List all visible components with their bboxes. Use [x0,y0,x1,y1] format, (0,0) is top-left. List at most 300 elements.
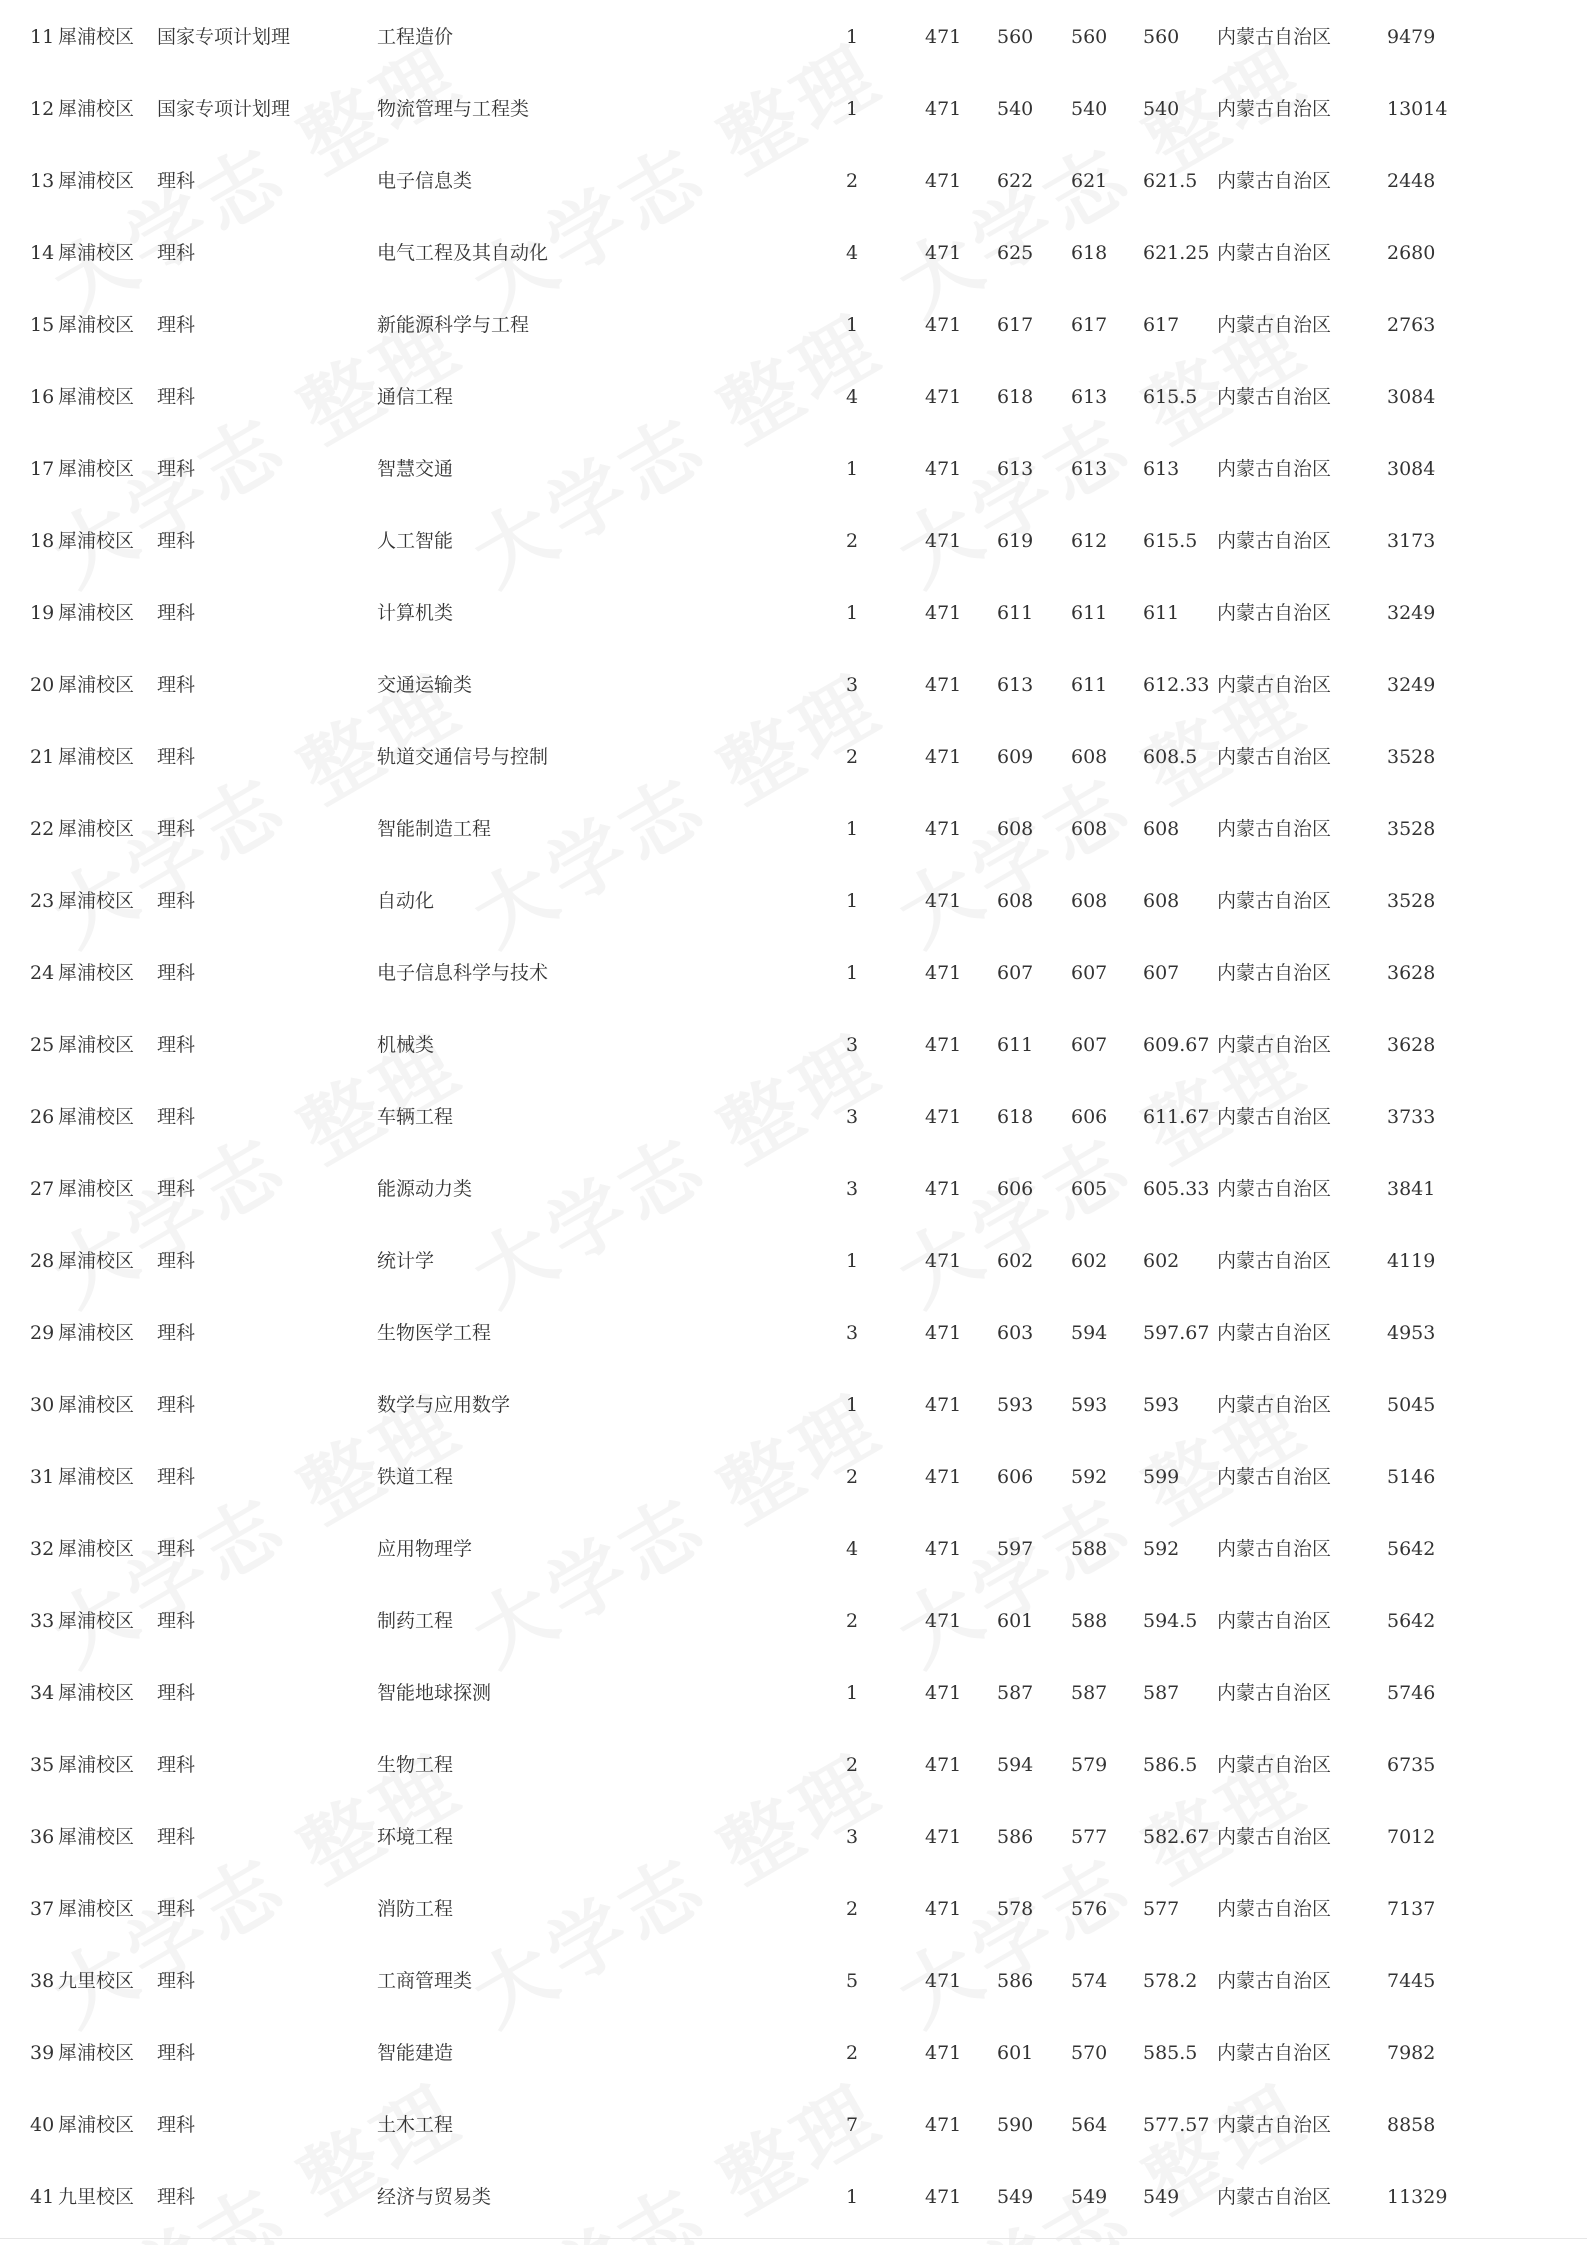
control-line-cell: 471 [925,98,962,120]
category-cell: 理科 [157,1754,196,1776]
control-line-cell: 471 [925,242,962,264]
province-cell: 内蒙古自治区 [1217,1538,1332,1560]
max-score-cell: 601 [997,1610,1034,1632]
max-score-cell: 607 [997,962,1034,984]
min-score-cell: 618 [1071,242,1108,264]
row-index: 12 [30,98,55,120]
category-cell: 理科 [157,1034,196,1056]
row-index: 11 [30,26,55,48]
min-rank-cell: 3084 [1387,458,1436,480]
avg-score-cell: 607 [1143,962,1180,984]
min-score-cell: 608 [1071,890,1108,912]
category-cell: 理科 [157,458,196,480]
major-cell: 电子信息类 [377,170,473,192]
row-index: 19 [30,602,55,624]
control-line-cell: 471 [925,1970,962,1992]
row-index: 13 [30,170,55,192]
province-cell: 内蒙古自治区 [1217,2042,1332,2064]
control-line-cell: 471 [925,386,962,408]
min-score-cell: 587 [1071,1682,1108,1704]
category-cell: 理科 [157,1538,196,1560]
min-rank-cell: 8858 [1387,2114,1436,2136]
min-rank-cell: 3084 [1387,386,1436,408]
table-row [0,1152,1587,1224]
category-cell: 理科 [157,1466,196,1488]
min-score-cell: 540 [1071,98,1108,120]
avg-score-cell: 615.5 [1143,530,1198,552]
table-row [0,1224,1587,1296]
enroll-count-cell: 2 [846,170,859,192]
row-index: 18 [30,530,55,552]
category-cell: 理科 [157,1682,196,1704]
category-cell: 理科 [157,602,196,624]
major-cell: 智能建造 [377,2042,454,2064]
campus-cell: 犀浦校区 [58,746,135,768]
avg-score-cell: 615.5 [1143,386,1198,408]
max-score-cell: 594 [997,1754,1034,1776]
province-cell: 内蒙古自治区 [1217,1826,1332,1848]
province-cell: 内蒙古自治区 [1217,1970,1332,1992]
min-score-cell: 608 [1071,746,1108,768]
enroll-count-cell: 2 [846,1754,859,1776]
campus-cell: 犀浦校区 [58,1250,135,1272]
table-row [0,1584,1587,1656]
major-cell: 生物工程 [377,1754,454,1776]
row-index: 29 [30,1322,55,1344]
enroll-count-cell: 1 [846,458,859,480]
control-line-cell: 471 [925,1250,962,1272]
category-cell: 理科 [157,1898,196,1920]
table-row [0,576,1587,648]
avg-score-cell: 540 [1143,98,1180,120]
max-score-cell: 587 [997,1682,1034,1704]
province-cell: 内蒙古自治区 [1217,170,1332,192]
avg-score-cell: 585.5 [1143,2042,1198,2064]
enroll-count-cell: 1 [846,890,859,912]
category-cell: 理科 [157,1610,196,1632]
max-score-cell: 617 [997,314,1034,336]
min-score-cell: 608 [1071,818,1108,840]
campus-cell: 犀浦校区 [58,458,135,480]
major-cell: 新能源科学与工程 [377,314,530,336]
enroll-count-cell: 1 [846,2186,859,2208]
enroll-count-cell: 2 [846,2042,859,2064]
avg-score-cell: 593 [1143,1394,1180,1416]
major-cell: 计算机类 [377,602,454,624]
control-line-cell: 471 [925,1178,962,1200]
min-rank-cell: 9479 [1387,26,1436,48]
min-score-cell: 564 [1071,2114,1108,2136]
min-rank-cell: 5146 [1387,1466,1436,1488]
row-index: 41 [30,2186,55,2208]
row-index: 39 [30,2042,55,2064]
campus-cell: 犀浦校区 [58,242,135,264]
enroll-count-cell: 1 [846,962,859,984]
category-cell: 理科 [157,1826,196,1848]
min-rank-cell: 6735 [1387,1754,1436,1776]
control-line-cell: 471 [925,1826,962,1848]
max-score-cell: 611 [997,1034,1034,1056]
avg-score-cell: 621.5 [1143,170,1198,192]
row-index: 17 [30,458,55,480]
control-line-cell: 471 [925,1394,962,1416]
row-index: 30 [30,1394,55,1416]
avg-score-cell: 594.5 [1143,1610,1198,1632]
table-row [0,1728,1587,1800]
table-row [0,2016,1587,2088]
table-bottom-border [0,2238,1587,2239]
min-score-cell: 613 [1071,458,1108,480]
avg-score-cell: 609.67 [1143,1034,1210,1056]
province-cell: 内蒙古自治区 [1217,602,1332,624]
min-rank-cell: 4953 [1387,1322,1436,1344]
table-row [0,1512,1587,1584]
category-cell: 理科 [157,242,196,264]
max-score-cell: 593 [997,1394,1034,1416]
min-rank-cell: 3249 [1387,674,1436,696]
min-score-cell: 592 [1071,1466,1108,1488]
row-index: 34 [30,1682,55,1704]
avg-score-cell: 611.67 [1143,1106,1210,1128]
min-score-cell: 613 [1071,386,1108,408]
category-cell: 理科 [157,962,196,984]
max-score-cell: 602 [997,1250,1034,1272]
category-cell: 理科 [157,674,196,696]
category-cell: 理科 [157,2186,196,2208]
control-line-cell: 471 [925,1106,962,1128]
province-cell: 内蒙古自治区 [1217,314,1332,336]
row-index: 14 [30,242,55,264]
table-row [0,504,1587,576]
avg-score-cell: 608.5 [1143,746,1198,768]
major-cell: 智慧交通 [377,458,454,480]
major-cell: 自动化 [377,890,435,912]
avg-score-cell: 578.2 [1143,1970,1198,1992]
min-score-cell: 607 [1071,1034,1108,1056]
max-score-cell: 613 [997,674,1034,696]
province-cell: 内蒙古自治区 [1217,962,1332,984]
campus-cell: 九里校区 [58,1970,135,1992]
campus-cell: 犀浦校区 [58,818,135,840]
max-score-cell: 613 [997,458,1034,480]
table-row [0,1008,1587,1080]
major-cell: 生物医学工程 [377,1322,492,1344]
min-score-cell: 612 [1071,530,1108,552]
campus-cell: 犀浦校区 [58,1106,135,1128]
min-rank-cell: 13014 [1387,98,1448,120]
category-cell: 理科 [157,314,196,336]
avg-score-cell: 587 [1143,1682,1180,1704]
major-cell: 智能地球探测 [377,1682,492,1704]
campus-cell: 犀浦校区 [58,2114,135,2136]
control-line-cell: 471 [925,314,962,336]
major-cell: 轨道交通信号与控制 [377,746,549,768]
campus-cell: 犀浦校区 [58,1754,135,1776]
campus-cell: 犀浦校区 [58,2042,135,2064]
row-index: 35 [30,1754,55,1776]
min-score-cell: 593 [1071,1394,1108,1416]
min-score-cell: 611 [1071,674,1108,696]
row-index: 26 [30,1106,55,1128]
enroll-count-cell: 4 [846,242,859,264]
table-row [0,2160,1587,2232]
min-score-cell: 611 [1071,602,1108,624]
min-rank-cell: 7012 [1387,1826,1436,1848]
enroll-count-cell: 1 [846,1394,859,1416]
campus-cell: 犀浦校区 [58,1034,135,1056]
min-rank-cell: 3173 [1387,530,1436,552]
min-rank-cell: 7137 [1387,1898,1436,1920]
campus-cell: 犀浦校区 [58,1538,135,1560]
min-rank-cell: 3528 [1387,890,1436,912]
major-cell: 应用物理学 [377,1538,473,1560]
table-row [0,1440,1587,1512]
major-cell: 物流管理与工程类 [377,98,530,120]
min-score-cell: 560 [1071,26,1108,48]
enroll-count-cell: 4 [846,1538,859,1560]
control-line-cell: 471 [925,170,962,192]
max-score-cell: 578 [997,1898,1034,1920]
category-cell: 国家专项计划理 [157,26,291,48]
control-line-cell: 471 [925,1034,962,1056]
avg-score-cell: 605.33 [1143,1178,1210,1200]
category-cell: 理科 [157,890,196,912]
row-index: 23 [30,890,55,912]
row-index: 36 [30,1826,55,1848]
row-index: 27 [30,1178,55,1200]
enroll-count-cell: 2 [846,1466,859,1488]
campus-cell: 犀浦校区 [58,386,135,408]
major-cell: 数学与应用数学 [377,1394,511,1416]
min-rank-cell: 5642 [1387,1538,1436,1560]
min-rank-cell: 3249 [1387,602,1436,624]
min-score-cell: 594 [1071,1322,1108,1344]
min-score-cell: 607 [1071,962,1108,984]
table-row [0,0,1587,72]
province-cell: 内蒙古自治区 [1217,674,1332,696]
province-cell: 内蒙古自治区 [1217,1250,1332,1272]
campus-cell: 犀浦校区 [58,602,135,624]
max-score-cell: 586 [997,1826,1034,1848]
avg-score-cell: 613 [1143,458,1180,480]
major-cell: 经济与贸易类 [377,2186,492,2208]
table-row [0,1944,1587,2016]
enroll-count-cell: 2 [846,530,859,552]
campus-cell: 犀浦校区 [58,314,135,336]
row-index: 28 [30,1250,55,1272]
category-cell: 理科 [157,746,196,768]
major-cell: 统计学 [377,1250,435,1272]
table-row [0,720,1587,792]
control-line-cell: 471 [925,962,962,984]
avg-score-cell: 582.67 [1143,1826,1210,1848]
enroll-count-cell: 3 [846,1034,859,1056]
avg-score-cell: 577 [1143,1898,1180,1920]
province-cell: 内蒙古自治区 [1217,1610,1332,1632]
major-cell: 工程造价 [377,26,454,48]
table-row [0,792,1587,864]
campus-cell: 犀浦校区 [58,962,135,984]
province-cell: 内蒙古自治区 [1217,2114,1332,2136]
max-score-cell: 622 [997,170,1034,192]
min-rank-cell: 3528 [1387,746,1436,768]
enroll-count-cell: 1 [846,1682,859,1704]
category-cell: 理科 [157,818,196,840]
max-score-cell: 619 [997,530,1034,552]
min-score-cell: 621 [1071,170,1108,192]
enroll-count-cell: 1 [846,98,859,120]
max-score-cell: 549 [997,2186,1034,2208]
major-cell: 能源动力类 [377,1178,473,1200]
enroll-count-cell: 3 [846,674,859,696]
max-score-cell: 601 [997,2042,1034,2064]
min-rank-cell: 5746 [1387,1682,1436,1704]
row-index: 21 [30,746,55,768]
campus-cell: 犀浦校区 [58,1394,135,1416]
min-rank-cell: 2763 [1387,314,1436,336]
category-cell: 理科 [157,1394,196,1416]
control-line-cell: 471 [925,2186,962,2208]
table-row [0,648,1587,720]
province-cell: 内蒙古自治区 [1217,1034,1332,1056]
table-row [0,360,1587,432]
enroll-count-cell: 1 [846,314,859,336]
control-line-cell: 471 [925,1682,962,1704]
avg-score-cell: 602 [1143,1250,1180,1272]
avg-score-cell: 612.33 [1143,674,1210,696]
enroll-count-cell: 4 [846,386,859,408]
min-score-cell: 570 [1071,2042,1108,2064]
avg-score-cell: 621.25 [1143,242,1210,264]
min-rank-cell: 7982 [1387,2042,1436,2064]
major-cell: 工商管理类 [377,1970,473,1992]
control-line-cell: 471 [925,1898,962,1920]
min-score-cell: 549 [1071,2186,1108,2208]
major-cell: 通信工程 [377,386,454,408]
category-cell: 国家专项计划理 [157,98,291,120]
control-line-cell: 471 [925,1466,962,1488]
control-line-cell: 471 [925,818,962,840]
control-line-cell: 471 [925,26,962,48]
control-line-cell: 471 [925,602,962,624]
province-cell: 内蒙古自治区 [1217,1394,1332,1416]
avg-score-cell: 599 [1143,1466,1180,1488]
min-score-cell: 579 [1071,1754,1108,1776]
row-index: 38 [30,1970,55,1992]
category-cell: 理科 [157,1970,196,1992]
avg-score-cell: 592 [1143,1538,1180,1560]
control-line-cell: 471 [925,458,962,480]
category-cell: 理科 [157,170,196,192]
major-cell: 智能制造工程 [377,818,492,840]
province-cell: 内蒙古自治区 [1217,1466,1332,1488]
row-index: 33 [30,1610,55,1632]
control-line-cell: 471 [925,890,962,912]
category-cell: 理科 [157,1250,196,1272]
province-cell: 内蒙古自治区 [1217,818,1332,840]
province-cell: 内蒙古自治区 [1217,26,1332,48]
table-row [0,1800,1587,1872]
min-rank-cell: 3733 [1387,1106,1436,1128]
min-rank-cell: 7445 [1387,1970,1436,1992]
control-line-cell: 471 [925,2042,962,2064]
max-score-cell: 606 [997,1466,1034,1488]
control-line-cell: 471 [925,674,962,696]
campus-cell: 犀浦校区 [58,1322,135,1344]
enroll-count-cell: 1 [846,26,859,48]
table-row [0,72,1587,144]
control-line-cell: 471 [925,1754,962,1776]
enroll-count-cell: 1 [846,1250,859,1272]
min-score-cell: 574 [1071,1970,1108,1992]
min-rank-cell: 5642 [1387,1610,1436,1632]
table-row [0,144,1587,216]
control-line-cell: 471 [925,1322,962,1344]
major-cell: 车辆工程 [377,1106,454,1128]
table-row [0,936,1587,1008]
row-index: 20 [30,674,55,696]
table-row [0,1080,1587,1152]
enroll-count-cell: 2 [846,1610,859,1632]
province-cell: 内蒙古自治区 [1217,2186,1332,2208]
min-score-cell: 576 [1071,1898,1108,1920]
campus-cell: 犀浦校区 [58,530,135,552]
enroll-count-cell: 2 [846,746,859,768]
min-rank-cell: 3841 [1387,1178,1436,1200]
province-cell: 内蒙古自治区 [1217,1754,1332,1776]
category-cell: 理科 [157,1178,196,1200]
avg-score-cell: 608 [1143,890,1180,912]
min-score-cell: 588 [1071,1538,1108,1560]
max-score-cell: 625 [997,242,1034,264]
major-cell: 机械类 [377,1034,435,1056]
min-rank-cell: 11329 [1387,2186,1448,2208]
table-row [0,1368,1587,1440]
row-index: 32 [30,1538,55,1560]
control-line-cell: 471 [925,1538,962,1560]
campus-cell: 犀浦校区 [58,890,135,912]
campus-cell: 犀浦校区 [58,1826,135,1848]
enroll-count-cell: 7 [846,2114,859,2136]
province-cell: 内蒙古自治区 [1217,386,1332,408]
min-rank-cell: 3528 [1387,818,1436,840]
campus-cell: 犀浦校区 [58,1682,135,1704]
enroll-count-cell: 3 [846,1106,859,1128]
min-rank-cell: 3628 [1387,962,1436,984]
row-index: 25 [30,1034,55,1056]
province-cell: 内蒙古自治区 [1217,1898,1332,1920]
category-cell: 理科 [157,2042,196,2064]
row-index: 24 [30,962,55,984]
province-cell: 内蒙古自治区 [1217,1682,1332,1704]
max-score-cell: 560 [997,26,1034,48]
major-cell: 铁道工程 [377,1466,454,1488]
min-rank-cell: 3628 [1387,1034,1436,1056]
max-score-cell: 540 [997,98,1034,120]
max-score-cell: 609 [997,746,1034,768]
avg-score-cell: 549 [1143,2186,1180,2208]
min-score-cell: 602 [1071,1250,1108,1272]
province-cell: 内蒙古自治区 [1217,1106,1332,1128]
major-cell: 电子信息科学与技术 [377,962,549,984]
avg-score-cell: 586.5 [1143,1754,1198,1776]
avg-score-cell: 611 [1143,602,1180,624]
province-cell: 内蒙古自治区 [1217,242,1332,264]
table-row [0,864,1587,936]
campus-cell: 犀浦校区 [58,1898,135,1920]
table-row [0,1872,1587,1944]
max-score-cell: 618 [997,386,1034,408]
